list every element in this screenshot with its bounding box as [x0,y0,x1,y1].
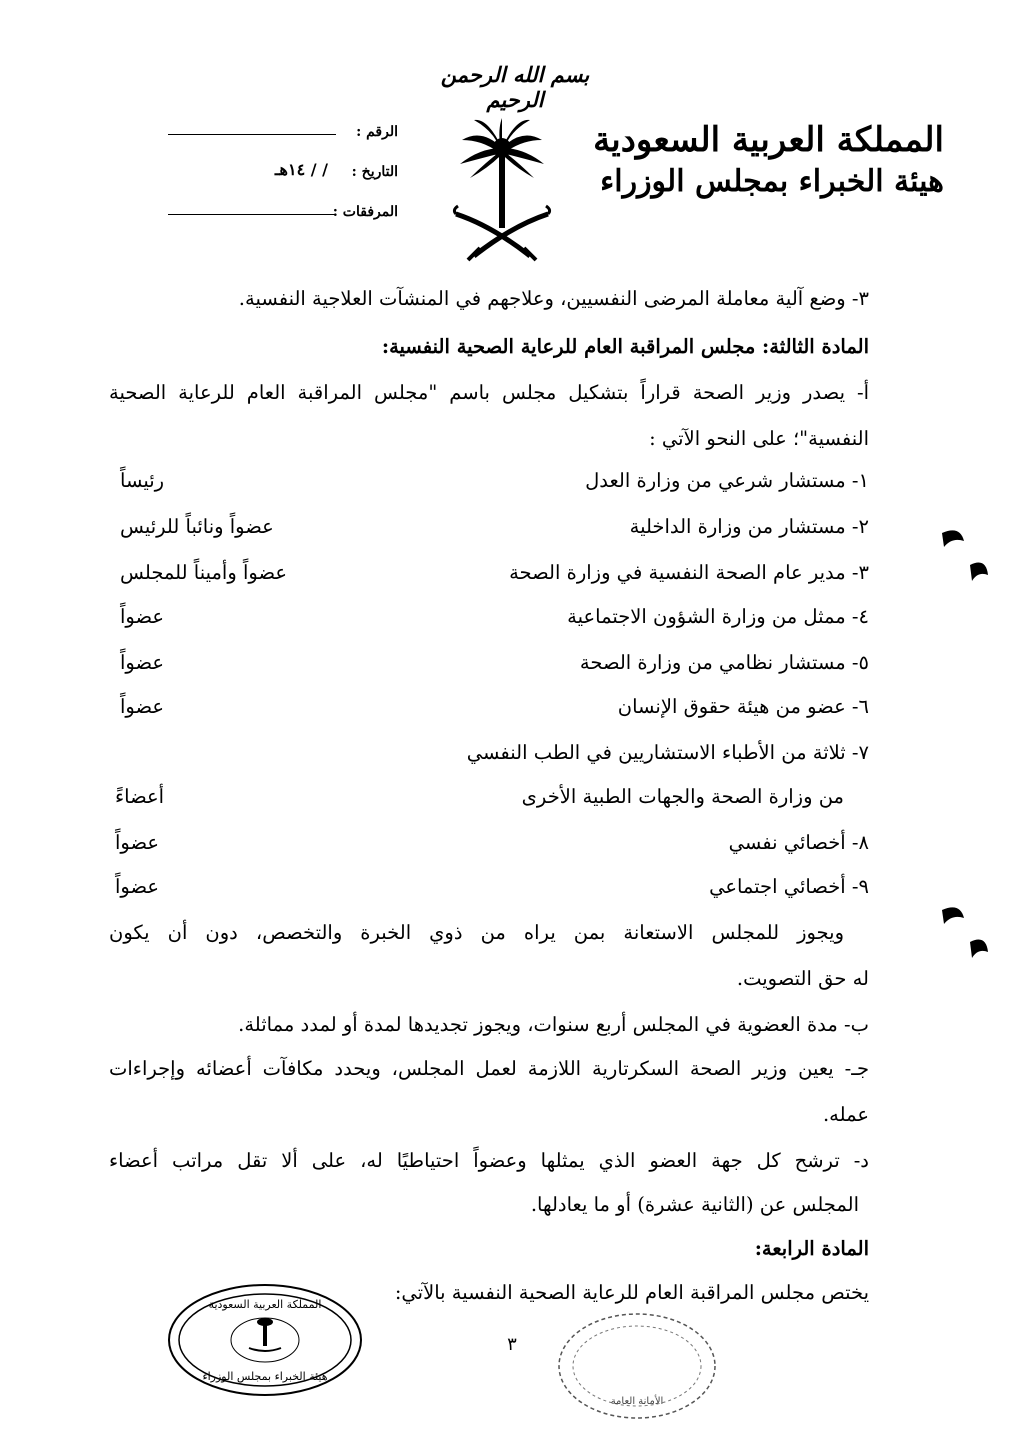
official-seal-icon [165,1280,365,1400]
member-item: ٣- مدير عام الصحة النفسية في وزارة الصحة [509,561,869,584]
member-item: ٩- أخصائي اجتماعي [709,875,869,898]
attachments-label: المرفقات : [332,204,398,220]
clause-a-line-1: أ- يصدر وزير الصحة قراراً بتشكيل مجلس باسم "مجلس المراقبة العام للرعاية الصحية [109,381,869,404]
seal-mid-text: الأمانة العامة [610,1396,664,1407]
date-label: التاريخ : [351,164,398,180]
member-item: من وزارة الصحة والجهات الطبية الأخرى [521,785,844,808]
seal-top-text: المملكة العربية السعودية [208,1298,322,1311]
article-4-title: المادة الرابعة: [754,1237,869,1260]
consultation-line-1: ويجوز للمجلس الاستعانة بمن يراه من ذوي الخبرة والتخصص، دون أن يكون [109,921,844,944]
member-role: عضواً [115,831,160,854]
organization-name [593,118,944,202]
date-value: / / ١٤هـ [274,160,328,179]
ref-number-row [98,124,398,164]
basmala: بسم الله الرحمن الرحيم [440,62,590,112]
member-item: ٤- ممثل من وزارة الشؤون الاجتماعية [567,605,869,628]
ref-number-label: الرقم : [356,124,398,140]
page-number: ٣ [507,1334,517,1355]
palm-and-swords-emblem-icon [452,118,552,264]
date-row [98,160,398,204]
reference-block [98,124,398,244]
member-role: عضواً [120,605,165,628]
clause-d-line-1: د- ترشح كل جهة العضو الذي يمثلها وعضواً احتياطيًا له، على ألا تقل مراتب أعضاء [109,1149,869,1172]
member-role: عضواً [115,875,160,898]
seal-bottom-text: هيئة الخبراء بمجلس الوزراء [202,1370,328,1383]
member-role: أعضاءً [115,785,165,808]
member-role: عضواً ونائباً للرئيس [120,515,274,538]
article-4-intro: يختص مجلس المراقبة العام للرعاية الصحية النفسية بالآتي: [394,1281,869,1304]
clause-b: ب- مدة العضوية في المجلس أربع سنوات، ويجوز تجديدها لمدة أو لمدد مماثلة. [238,1013,869,1036]
member-item: ٢- مستشار من وزارة الداخلية [629,515,869,538]
clause-d-line-2: المجلس عن (الثانية عشرة) أو ما يعادلها. [530,1193,859,1216]
ref-number-line [168,134,336,135]
member-item: ٨- أخصائي نفسي [728,831,869,854]
member-role: رئيساً [120,469,165,492]
member-role: عضواً وأميناً للمجلس [120,561,287,584]
member-role: عضواً [120,695,165,718]
org-line-kingdom: المملكة العربية السعودية [593,120,944,160]
item-3-text: ٣- وضع آلية معاملة المرضى النفسيين، وعلاجهم في المنشآت العلاجية النفسية. [238,287,869,310]
member-item: ٧- ثلاثة من الأطباء الاستشاريين في الطب النفسي [466,741,869,764]
article-3-title: المادة الثالثة: مجلس المراقبة العام للرعاية الصحية النفسية: [381,335,869,358]
member-item: ١- مستشار شرعي من وزارة العدل [585,469,869,492]
attachments-line [168,214,336,215]
clause-c-line-1: جـ- يعين وزير الصحة السكرتارية اللازمة لعمل المجلس، ويحدد مكافآت أعضائه وإجراءات [109,1057,869,1080]
member-role: عضواً [120,651,165,674]
punch-hole-mark-icon [934,515,994,595]
clause-c-line-2: عمله. [822,1103,869,1126]
attachments-row [98,204,398,244]
official-seal-icon [555,1300,720,1420]
punch-hole-mark-icon [934,892,994,972]
org-line-bureau: هيئة الخبراء بمجلس الوزراء [600,164,944,199]
member-item: ٦- عضو من هيئة حقوق الإنسان [617,695,869,718]
member-item: ٥- مستشار نظامي من وزارة الصحة [579,651,869,674]
consultation-line-2: له حق التصويت. [736,967,869,990]
clause-a-line-2: النفسية"؛ على النحو الآتي : [649,427,869,450]
